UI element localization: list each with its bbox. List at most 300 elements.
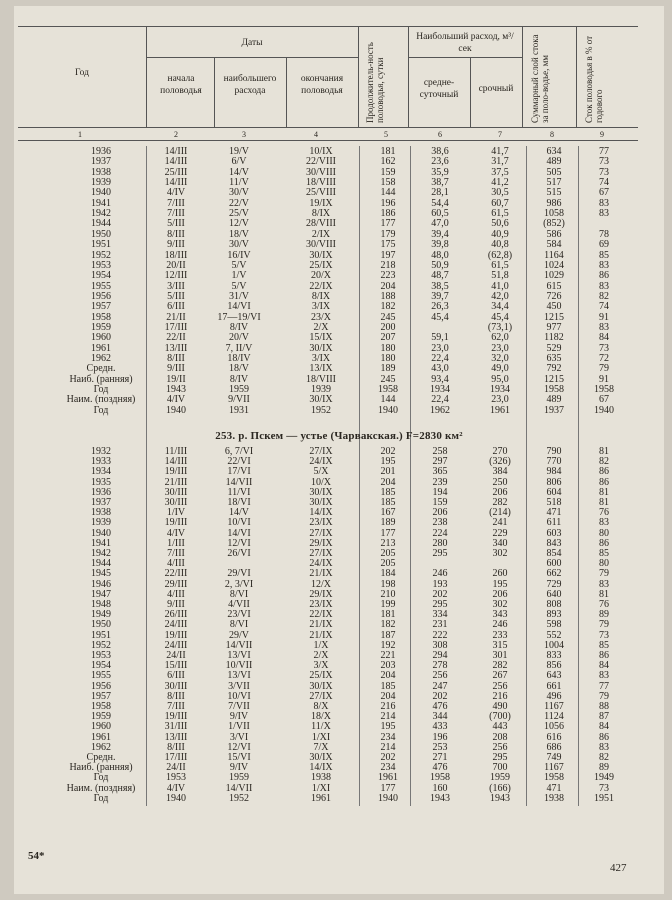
- cell-start-date: 4/IV: [166, 527, 186, 539]
- cell-mean-daily-flow: 60,5: [431, 208, 449, 220]
- cell-peak-date: 29/V: [229, 629, 249, 641]
- cell-runoff-share: 81: [599, 588, 609, 600]
- cell-year: 1952: [91, 249, 111, 261]
- cell-runoff-share: 88: [599, 701, 609, 712]
- cell-peak-date: 9/IV: [229, 711, 249, 723]
- cell-year: 1933: [91, 456, 111, 468]
- colnum-8: 8: [550, 130, 554, 139]
- cell-start-date: 14/III: [164, 456, 188, 468]
- cell-duration: 245: [380, 311, 396, 323]
- table-row: [14, 291, 664, 302]
- cell-start-date: 4/IV: [166, 187, 186, 199]
- cell-urgent-flow: 250: [492, 476, 508, 488]
- cell-duration: 202: [380, 752, 396, 763]
- cell-mean-daily-flow: 278: [432, 660, 448, 672]
- cell-duration: 210: [380, 588, 396, 600]
- cell-urgent-flow: 31,7: [491, 156, 509, 168]
- cell-year: Средн.: [86, 752, 116, 763]
- cell-peak-date: 11/VI: [227, 486, 251, 498]
- cell-end-date: 22/IX: [309, 280, 333, 292]
- cell-end-date: 23/IX: [309, 599, 333, 610]
- cell-peak-date: 25/V: [229, 208, 249, 220]
- cell-start-date: 24/II: [166, 762, 186, 774]
- cell-peak-date: 16/IV: [227, 249, 251, 261]
- cell-duration: 189: [380, 517, 396, 529]
- cell-year: 1936: [91, 146, 111, 157]
- cell-runoff-share: 86: [599, 466, 609, 478]
- cell-start-date: 29/III: [164, 578, 188, 590]
- cell-duration: 196: [380, 197, 396, 209]
- cell-mean-daily-flow: 206: [432, 507, 448, 519]
- cell-mean-daily-flow: 39,8: [431, 239, 449, 251]
- cell-start-date: 21/II: [166, 311, 186, 323]
- cell-mean-daily-flow: 160: [432, 782, 448, 794]
- cell-start-date: 19/III: [164, 517, 188, 529]
- table-row: [14, 301, 664, 312]
- table-row: [14, 394, 664, 405]
- cell-year: Год: [93, 792, 109, 804]
- cell-mean-daily-flow: 476: [432, 701, 448, 712]
- cell-runoff-layer: (852): [543, 218, 565, 230]
- cell-year: 1950: [91, 228, 111, 240]
- colnum-2: 2: [174, 130, 178, 139]
- cell-mean-daily-flow: 308: [432, 639, 448, 651]
- cell-runoff-share: 76: [599, 507, 609, 519]
- cell-year: 1936: [91, 486, 111, 498]
- cell-end-date: 2/IX: [311, 228, 331, 240]
- cell-peak-date: 31/V: [229, 290, 249, 302]
- cell-start-date: 13/III: [164, 342, 188, 354]
- cell-runoff-share: 73: [599, 166, 609, 178]
- cell-runoff-layer: 792: [546, 363, 562, 375]
- cell-duration: 204: [380, 690, 396, 702]
- cell-runoff-layer: 1937: [544, 404, 564, 416]
- cell-peak-date: 6/V: [231, 156, 247, 168]
- cell-duration: 167: [380, 507, 396, 519]
- cell-peak-date: 14/VI: [227, 301, 251, 313]
- cell-mean-daily-flow: 271: [432, 752, 448, 763]
- cell-urgent-flow: 340: [492, 537, 508, 549]
- cell-start-date: 1940: [166, 404, 186, 416]
- cell-year: 1934: [91, 466, 111, 478]
- cell-urgent-flow: 23,0: [491, 342, 509, 354]
- cell-year: 1961: [91, 731, 111, 743]
- cell-urgent-flow: 301: [492, 650, 508, 661]
- cell-end-date: 10/X: [311, 476, 331, 488]
- cell-urgent-flow: 229: [492, 527, 508, 539]
- cell-start-date: 9/III: [167, 599, 185, 610]
- cell-runoff-share: 79: [599, 690, 609, 702]
- cell-mean-daily-flow: 196: [432, 731, 448, 743]
- cell-peak-date: 10/VI: [227, 517, 251, 529]
- cell-end-date: 1938: [311, 772, 331, 784]
- cell-duration: 245: [380, 373, 396, 385]
- cell-start-date: 6/III: [167, 301, 185, 313]
- cell-mean-daily-flow: 365: [432, 466, 448, 478]
- cell-duration: 1961: [378, 772, 398, 784]
- cell-urgent-flow: 246: [492, 619, 508, 631]
- cell-year: 1962: [91, 353, 111, 364]
- cell-peak-date: 11/V: [229, 177, 249, 189]
- cell-urgent-flow: 62,0: [491, 332, 509, 344]
- cell-end-date: 1952: [311, 404, 331, 416]
- cell-urgent-flow: 30,5: [491, 187, 509, 199]
- table-row: [14, 322, 664, 333]
- header-urgent: срочный: [478, 84, 514, 94]
- cell-end-date: 30/IX: [309, 486, 333, 498]
- cell-duration: 180: [380, 353, 396, 364]
- cell-runoff-share: 84: [599, 332, 609, 344]
- cell-runoff-layer: 833: [546, 650, 562, 661]
- cell-runoff-share: 82: [599, 290, 609, 302]
- cell-peak-date: 6, 7/VI: [224, 446, 254, 457]
- cell-runoff-share: 67: [599, 394, 609, 406]
- cell-urgent-flow: 443: [492, 721, 508, 733]
- cell-end-date: 11/X: [311, 721, 331, 733]
- cell-runoff-layer: 603: [546, 527, 562, 539]
- cell-duration: 158: [380, 177, 396, 189]
- cell-year: 1952: [91, 639, 111, 651]
- cell-urgent-flow: 260: [492, 568, 508, 580]
- cell-mean-daily-flow: 35,9: [431, 166, 449, 178]
- cell-urgent-flow: 23,0: [491, 394, 509, 406]
- cell-urgent-flow: 37,5: [491, 166, 509, 178]
- cell-year: 1958: [91, 701, 111, 712]
- cell-duration: 216: [380, 701, 396, 712]
- cell-runoff-share: 83: [599, 259, 609, 271]
- colnum-9: 9: [600, 130, 604, 139]
- cell-start-date: 24/II: [166, 650, 186, 661]
- cell-mean-daily-flow: 23,6: [431, 156, 449, 168]
- cell-runoff-layer: 505: [546, 166, 562, 178]
- cell-start-date: 19/III: [164, 466, 188, 478]
- cell-runoff-layer: 893: [546, 609, 562, 621]
- cell-year: Год: [93, 384, 109, 396]
- colnum-7: 7: [498, 130, 502, 139]
- cell-runoff-layer: 806: [546, 476, 562, 488]
- cell-peak-date: 18/IV: [227, 353, 251, 364]
- cell-urgent-flow: 315: [492, 639, 508, 651]
- cell-start-date: 14/III: [164, 177, 188, 189]
- cell-peak-date: 14/VII: [225, 782, 253, 794]
- cell-mean-daily-flow: 45,4: [431, 311, 449, 323]
- cell-end-date: 30/IX: [309, 752, 333, 763]
- cell-urgent-flow: 206: [492, 588, 508, 600]
- cell-peak-date: 8/IV: [229, 321, 249, 333]
- cell-peak-date: 1/V: [231, 270, 247, 282]
- cell-duration: 177: [380, 218, 396, 230]
- table-row: [14, 363, 664, 374]
- cell-duration: 204: [380, 476, 396, 488]
- table-row: [14, 187, 664, 198]
- cell-urgent-flow: 1961: [490, 404, 510, 416]
- cell-start-date: 22/III: [164, 568, 188, 580]
- table-row: [14, 198, 664, 209]
- cell-runoff-share: 82: [599, 456, 609, 468]
- cell-mean-daily-flow: 22,4: [431, 353, 449, 364]
- cell-end-date: 27/IX: [309, 446, 333, 457]
- cell-mean-daily-flow: 23,0: [431, 342, 449, 354]
- cell-urgent-flow: (326): [489, 456, 511, 468]
- cell-start-date: 14/III: [164, 146, 188, 157]
- cell-start-date: 1940: [166, 792, 186, 804]
- cell-end-date: 30/IX: [309, 497, 333, 508]
- cell-year: Год: [93, 404, 109, 416]
- cell-runoff-layer: 471: [546, 507, 562, 519]
- cell-peak-date: 8/IV: [229, 373, 249, 385]
- cell-peak-date: 9/VII: [228, 394, 250, 406]
- cell-end-date: 18/VIII: [306, 177, 336, 189]
- header-dates: Даты: [241, 38, 263, 48]
- cell-mean-daily-flow: 28,1: [431, 187, 449, 199]
- table-row: [14, 374, 664, 385]
- cell-end-date: 29/IX: [309, 588, 333, 600]
- cell-duration: 195: [380, 456, 396, 468]
- cell-mean-daily-flow: 297: [432, 456, 448, 468]
- cell-mean-daily-flow: 39,4: [431, 228, 449, 240]
- header-peak: наибольшего расхода: [223, 74, 277, 96]
- cell-end-date: 18/X: [311, 711, 331, 723]
- cell-mean-daily-flow: 202: [432, 588, 448, 600]
- cell-start-date: 13/III: [164, 731, 188, 743]
- cell-year: Наиб. (ранняя): [69, 373, 133, 385]
- cell-urgent-flow: 700: [492, 762, 508, 774]
- cell-end-date: 14/IX: [309, 762, 333, 774]
- cell-runoff-layer: 1958: [544, 384, 564, 396]
- cell-year: 1937: [91, 497, 111, 508]
- cell-runoff-layer: 586: [546, 228, 562, 240]
- cell-runoff-share: 69: [599, 239, 609, 251]
- cell-runoff-share: 73: [599, 782, 609, 794]
- cell-runoff-layer: 643: [546, 670, 562, 682]
- cell-end-date: 27/IX: [309, 527, 333, 539]
- cell-urgent-flow: 302: [492, 548, 508, 559]
- cell-end-date: 25/IX: [309, 670, 333, 682]
- cell-urgent-flow: 61,5: [491, 259, 509, 271]
- cell-end-date: 27/IX: [309, 690, 333, 702]
- cell-duration: 218: [380, 259, 396, 271]
- cell-duration: 223: [380, 270, 396, 282]
- cell-runoff-share: 1940: [594, 404, 614, 416]
- cell-mean-daily-flow: 48,7: [431, 270, 449, 282]
- table-row: [14, 281, 664, 292]
- cell-mean-daily-flow: 239: [432, 476, 448, 488]
- cell-year: 1944: [91, 558, 111, 570]
- cell-start-date: 5/III: [167, 218, 185, 230]
- cell-peak-date: 26/VI: [227, 548, 251, 559]
- table-row: [14, 218, 664, 229]
- cell-peak-date: 12/VI: [227, 537, 251, 549]
- section-title: 253. р. Пскем — устье (Чарвакская.) F=2830 км²: [215, 430, 463, 442]
- cell-start-date: 1943: [166, 384, 186, 396]
- cell-runoff-layer: 611: [546, 517, 562, 529]
- cell-runoff-share: 91: [599, 373, 609, 385]
- table-row: [14, 167, 664, 178]
- cell-end-date: 30/IX: [309, 394, 333, 406]
- cell-peak-date: 14/VI: [227, 527, 251, 539]
- cell-mean-daily-flow: 238: [432, 517, 448, 529]
- cell-start-date: 11/III: [164, 446, 188, 457]
- cell-runoff-share: 72: [599, 353, 609, 364]
- cell-end-date: 1/X: [313, 639, 329, 651]
- cell-runoff-share: 91: [599, 311, 609, 323]
- cell-duration: 182: [380, 619, 396, 631]
- cell-year: Наим. (поздняя): [66, 394, 136, 406]
- cell-urgent-flow: 490: [492, 701, 508, 712]
- cell-peak-date: 15/VI: [227, 752, 251, 763]
- cell-duration: 207: [380, 332, 396, 344]
- cell-start-date: 18/III: [164, 249, 188, 261]
- table-row: [14, 793, 664, 804]
- cell-start-date: 21/III: [164, 476, 188, 488]
- cell-end-date: 14/IX: [309, 507, 333, 519]
- cell-runoff-share: 73: [599, 342, 609, 354]
- cell-runoff-share: 82: [599, 752, 609, 763]
- cell-urgent-flow: 95,0: [491, 373, 509, 385]
- cell-peak-date: 7, II/V: [225, 342, 253, 354]
- cell-runoff-layer: 856: [546, 660, 562, 672]
- cell-year: 1948: [91, 599, 111, 610]
- cell-duration: 1940: [378, 792, 398, 804]
- cell-start-date: 26/III: [164, 609, 188, 621]
- cell-runoff-layer: 616: [546, 731, 562, 743]
- cell-mean-daily-flow: 476: [432, 762, 448, 774]
- cell-duration: 181: [380, 609, 396, 621]
- cell-runoff-share: 83: [599, 741, 609, 753]
- cell-end-date: 30/IX: [309, 342, 333, 354]
- cell-urgent-flow: 270: [492, 446, 508, 457]
- cell-runoff-layer: 450: [546, 301, 562, 313]
- cell-year: 1959: [91, 321, 111, 333]
- cell-runoff-layer: 1058: [544, 208, 564, 220]
- cell-runoff-layer: 1182: [544, 332, 564, 344]
- cell-year: 1938: [91, 507, 111, 519]
- cell-start-date: 30/III: [164, 497, 188, 508]
- cell-duration: 180: [380, 342, 396, 354]
- cell-peak-date: 18/V: [229, 228, 249, 240]
- cell-year: 1951: [91, 629, 111, 641]
- cell-mean-daily-flow: 50,9: [431, 259, 449, 271]
- cell-start-date: 1/III: [167, 537, 185, 549]
- table-row: [14, 229, 664, 240]
- cell-year: 1957: [91, 690, 111, 702]
- cell-year: 1937: [91, 156, 111, 168]
- colnum-4: 4: [314, 130, 318, 139]
- cell-end-date: 25/VIII: [306, 187, 336, 199]
- cell-mean-daily-flow: 43,0: [431, 363, 449, 375]
- cell-year: 1941: [91, 197, 111, 209]
- cell-mean-daily-flow: 1962: [430, 404, 450, 416]
- cell-runoff-layer: 496: [546, 690, 562, 702]
- cell-mean-daily-flow: 93,4: [431, 373, 449, 385]
- cell-urgent-flow: 233: [492, 629, 508, 641]
- cell-runoff-layer: 1029: [544, 270, 564, 282]
- cell-start-date: 9/III: [167, 363, 185, 375]
- cell-peak-date: 13/VI: [227, 650, 251, 661]
- cell-peak-date: 30/V: [229, 239, 249, 251]
- cell-runoff-layer: 1024: [544, 259, 564, 271]
- cell-start-date: 8/III: [167, 228, 185, 240]
- cell-runoff-share: 89: [599, 762, 609, 774]
- cell-urgent-flow: (166): [489, 782, 511, 794]
- cell-runoff-layer: 686: [546, 741, 562, 753]
- cell-urgent-flow: (214): [489, 507, 511, 519]
- cell-runoff-layer: 634: [546, 146, 562, 157]
- cell-start-date: 19/III: [164, 629, 188, 641]
- cell-runoff-layer: 552: [546, 629, 562, 641]
- cell-runoff-share: 83: [599, 280, 609, 292]
- cell-end-date: 30/IX: [309, 249, 333, 261]
- cell-year: 1954: [91, 660, 111, 672]
- cell-year: 1956: [91, 680, 111, 692]
- cell-runoff-share: 81: [599, 486, 609, 498]
- header-share: Сток половодья в % от годового: [584, 35, 604, 123]
- cell-duration: 185: [380, 486, 396, 498]
- cell-runoff-share: 87: [599, 711, 609, 723]
- cell-year: 1946: [91, 578, 111, 590]
- cell-mean-daily-flow: 47,0: [431, 218, 449, 230]
- cell-mean-daily-flow: 1934: [430, 384, 450, 396]
- cell-urgent-flow: 216: [492, 690, 508, 702]
- cell-end-date: 8/X: [313, 701, 329, 712]
- cell-urgent-flow: 61,5: [491, 208, 509, 220]
- cell-duration: 192: [380, 639, 396, 651]
- cell-urgent-flow: 34,4: [491, 301, 509, 313]
- cell-start-date: 19/III: [164, 711, 188, 723]
- cell-runoff-layer: 517: [546, 177, 562, 189]
- cell-urgent-flow: 343: [492, 609, 508, 621]
- cell-urgent-flow: 1959: [490, 772, 510, 784]
- cell-urgent-flow: 40,9: [491, 228, 509, 240]
- cell-duration: 159: [380, 166, 396, 178]
- cell-mean-daily-flow: 280: [432, 537, 448, 549]
- table-row: [14, 332, 664, 343]
- cell-duration: 197: [380, 249, 396, 261]
- cell-year: 1940: [91, 527, 111, 539]
- cell-urgent-flow: (62,8): [487, 249, 513, 261]
- cell-start-date: 12/III: [164, 270, 188, 282]
- cell-end-date: 3/IX: [311, 353, 331, 364]
- table-row: [14, 177, 664, 188]
- cell-year: 1957: [91, 301, 111, 313]
- cell-peak-date: 4/VII: [228, 599, 250, 610]
- cell-peak-date: 8/VI: [229, 619, 249, 631]
- cell-runoff-layer: 615: [546, 280, 562, 292]
- cell-end-date: 18/VIII: [306, 373, 336, 385]
- cell-runoff-share: 73: [599, 629, 609, 641]
- cell-mean-daily-flow: 1958: [430, 772, 450, 784]
- cell-urgent-flow: 267: [492, 670, 508, 682]
- cell-runoff-layer: 1215: [544, 373, 564, 385]
- cell-duration: 189: [380, 363, 396, 375]
- cell-mean-daily-flow: 294: [432, 650, 448, 661]
- cell-runoff-layer: 489: [546, 394, 562, 406]
- cell-runoff-share: 79: [599, 568, 609, 580]
- cell-peak-date: 10/VI: [227, 690, 251, 702]
- cell-mean-daily-flow: 334: [432, 609, 448, 621]
- cell-runoff-layer: 808: [546, 599, 562, 610]
- cell-year: Средн.: [86, 363, 116, 375]
- cell-start-date: 25/III: [164, 166, 188, 178]
- cell-duration: 213: [380, 537, 396, 549]
- cell-urgent-flow: 51,8: [491, 270, 509, 282]
- cell-runoff-layer: 843: [546, 537, 562, 549]
- cell-mean-daily-flow: 59,1: [431, 332, 449, 344]
- cell-start-date: 7/III: [167, 548, 185, 559]
- cell-urgent-flow: 41,7: [491, 146, 509, 157]
- cell-runoff-share: 86: [599, 731, 609, 743]
- cell-duration: 186: [380, 208, 396, 220]
